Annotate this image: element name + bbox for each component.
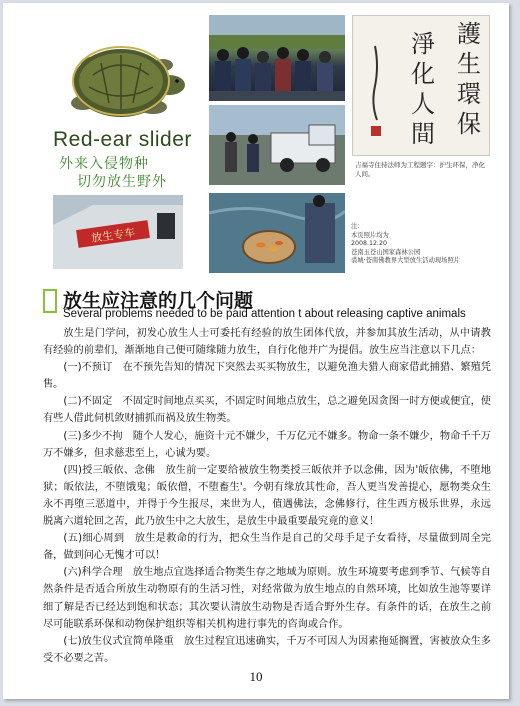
note-line: 裘城·苍南佛教界大型放生活动现场照片 xyxy=(351,257,461,264)
crowd-photo xyxy=(209,15,345,101)
note-line: 注： xyxy=(351,223,364,230)
hero-title-en: Red-ear slider xyxy=(53,128,192,151)
svg-text:人: 人 xyxy=(411,90,435,118)
hero-subtitle-line-2: 切勿放生野外 xyxy=(77,174,167,190)
river-release-photo xyxy=(209,193,345,273)
paragraph: (五)细心周到 放生是救命的行为，把众生当作是自己的父母手足子女看待，尽量做到周全完备，做到问心无愧才可以！ xyxy=(43,533,491,562)
hero-subtitle-line-1: 外来入侵物种 xyxy=(59,156,149,172)
paragraph: (六)科学合理 放生地点宜选择适合物类生存之地域为原则。放生环境要考虑到季节、气候等自然条件是否适合所放生动物原有的生活习性，对经常做为放生地点的自然环境，比如放生池等要详细了解是否已经达到饱和状态；其次要认清放生动物是否适合野外生存。有条件的话，在放生之前尽可能联系环保和动物保护组织等相关机构进行事先的咨询或合作。 xyxy=(43,567,491,630)
car-sign-text: 放生专车 xyxy=(90,225,136,245)
page-number: 10 xyxy=(249,669,263,684)
magazine-page xyxy=(3,3,509,699)
turtle-photo xyxy=(53,25,193,133)
truck-photo xyxy=(209,105,345,185)
svg-text:保: 保 xyxy=(457,110,481,138)
svg-text:環: 環 xyxy=(457,80,481,108)
article-title: 放生应注意的几个问题 xyxy=(63,290,254,312)
paragraph: (二)不固定 不固定时间地点买买，不固定时间地点放生，总之避免因贪图一时方便或便宜，使有些人借此伺机敛财捕抓而祸及放生物类。 xyxy=(43,396,491,425)
paragraph: 放生是门学问，初发心放生人士可委托有经验的放生团体代放，并参加其放生活动，从中请教有经验的前辈们，渐渐地自己便可随缘随力放生，自行化他并广为提倡。放生应当注意以下几点： xyxy=(43,328,491,357)
heading-marker xyxy=(43,289,57,313)
car-photo xyxy=(53,195,183,269)
paragraph: (七)放生仪式宜简单隆重 放生过程宜迅速确实，千万不可因人为因素拖延搁置，害被放众生多受不必要之苦。 xyxy=(43,635,491,664)
paragraph: (一)不预订 在不预先告知的情况下突然去买买物放生，以避免渔夫猎人商家借此捕猎、繁殖凭售。 xyxy=(43,362,491,391)
svg-text:間: 間 xyxy=(411,120,435,148)
paragraph: (四)授三皈依、念佛 放生前一定要给被放生物类授三皈依并予以念佛，因为'皈依佛，不堕地狱；皈依法，不堕饿鬼；皈依僧，不堕畜生'。今朝有缘放其性命，吾人更当发善提心，愿物类众生永不再堕三恶道中，并得于今生报尽，来世为人，值遇佛法，念佛修行，往生西方极乐世界，永远脱离六道轮回之苦，此乃放生中之大放生，是放生中最重要最究竟的意义！ xyxy=(43,464,491,528)
svg-text:護: 護 xyxy=(457,20,481,48)
article-body xyxy=(43,325,491,667)
svg-text:淨: 淨 xyxy=(411,30,435,58)
paragraph: (三)多少不拘 随个人发心，施资十元不嫌少，千万亿元不嫌多。物命一条不嫌少，物命千千万万不嫌多，但求慈悲至上，心诚为要。 xyxy=(43,430,491,459)
note-line: 2008.12.20 xyxy=(351,240,388,247)
note-line: 苍南玉苍山国家森林公园 xyxy=(351,248,421,256)
calligraphy-caption: 吉福寺住持法师为工程题字：护生环保，净化人间。 xyxy=(355,161,485,178)
svg-text:化: 化 xyxy=(411,60,435,88)
article-title-en: Several problems needed to be paid attention t about releasing captive animals xyxy=(63,308,466,320)
photo-note xyxy=(351,223,501,266)
svg-text:生: 生 xyxy=(457,50,481,78)
note-line: 本页照片均为 xyxy=(351,231,389,239)
calligraphy-artwork xyxy=(352,15,490,156)
